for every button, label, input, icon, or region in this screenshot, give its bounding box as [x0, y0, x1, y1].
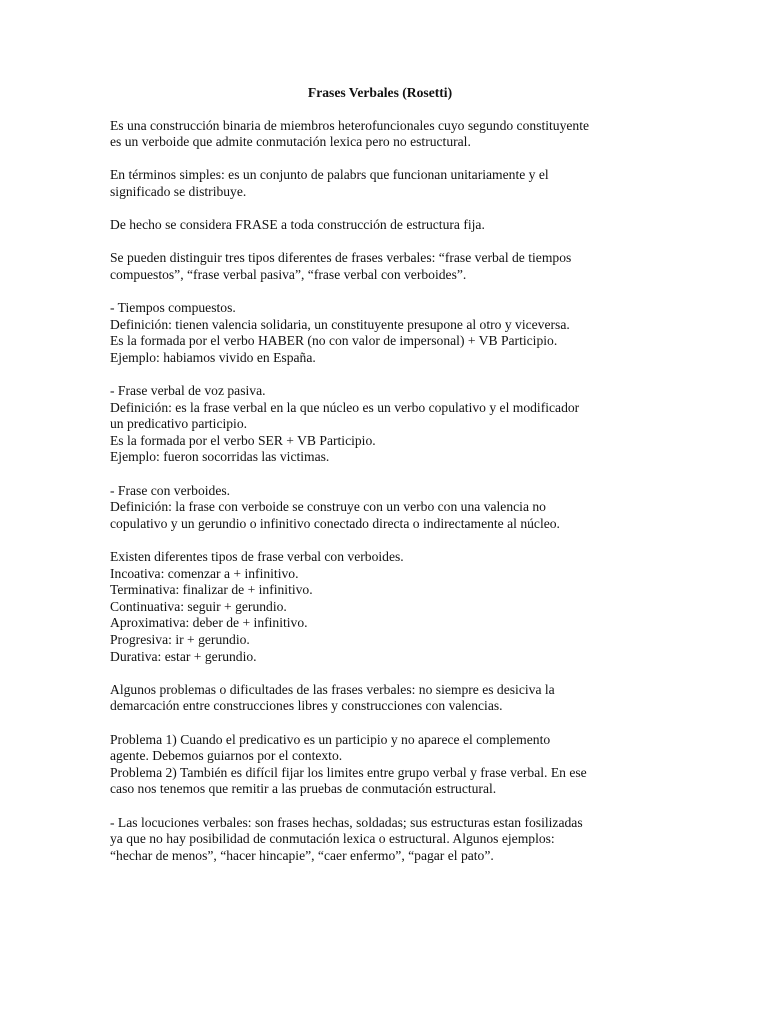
text-line: - Frase con verboides. — [110, 482, 231, 498]
text-line: Se pueden distinguir tres tipos diferentes de frases verbales: “frase verbal de tiempos — [110, 250, 572, 266]
paragraph-problema-list — [110, 732, 650, 798]
text-line: - Tiempos compuestos. — [110, 300, 236, 316]
text-line: De hecho se considera FRASE a toda construcción de estructura fija. — [110, 217, 485, 233]
text-line: - Las locuciones verbales: son frases hechas, soldadas; sus estructuras estan fosilizadas — [110, 814, 583, 830]
paragraph-three-types — [110, 250, 650, 283]
paragraph-locuciones — [110, 815, 650, 865]
text-line: “hechar de menos”, “hacer hincapie”, “caer enfermo”, “pagar el pato”. — [110, 847, 494, 863]
text-line: Aproximativa: deber de + infinitivo. — [110, 615, 308, 631]
text-line: agente. Debemos guiarnos por el contexto. — [110, 748, 343, 764]
text-line: Problema 1) Cuando el predicativo es un participio y no aparece el complemento — [110, 731, 551, 747]
text-line: Durativa: estar + gerundio. — [110, 648, 257, 664]
paragraph-definition — [110, 118, 650, 151]
text-line: Definición: es la frase verbal en la que núcleo es un verbo copulativo y el modificador — [110, 399, 580, 415]
paragraph-tiempos-compuestos — [110, 300, 650, 366]
text-line: Es la formada por el verbo SER + VB Participio. — [110, 432, 376, 448]
document-body — [110, 85, 650, 881]
paragraph-voz-pasiva — [110, 383, 650, 466]
text-line: En términos simples: es un conjunto de palabrs que funcionan unitariamente y el — [110, 167, 549, 183]
text-line: significado se distribuye. — [110, 183, 247, 199]
text-line: Progresiva: ir + gerundio. — [110, 632, 250, 647]
text-line: Es la formada por el verbo HABER (no con valor de impersonal) + VB Participio. — [110, 333, 558, 349]
text-line: Ejemplo: habiamos vivido en España. — [110, 349, 316, 365]
text-line: un predicativo participio. — [110, 416, 248, 432]
paragraph-verboides — [110, 483, 650, 533]
paragraph-frase-fija — [110, 217, 650, 234]
text-line: Definición: la frase con verboide se construye con un verbo con una valencia no — [110, 499, 546, 515]
text-line: Ejemplo: fueron socorridas las victimas. — [110, 449, 330, 465]
text-line: Definición: tienen valencia solidaria, un constituyente presupone al otro y viceversa. — [110, 316, 570, 332]
text-line: Incoativa: comenzar a + infinitivo. — [110, 565, 299, 581]
text-line: - Frase verbal de voz pasiva. — [110, 383, 266, 399]
document-title: Frases Verbales (Rosetti) — [307, 85, 453, 100]
paragraph-problemas — [110, 682, 650, 715]
text-line: Algunos problemas o dificultades de las frases verbales: no siempre es desiciva la — [110, 681, 555, 697]
text-line: Terminativa: finalizar de + infinitivo. — [110, 582, 313, 598]
text-line: Es una construcción binaria de miembros heterofuncionales cuyo segundo constituyente — [110, 117, 590, 133]
text-line: demarcación entre construcciones libres y construcciones con valencias. — [110, 698, 503, 714]
paragraph-simple-terms — [110, 167, 650, 200]
text-line: Problema 2) También es difícil fijar los limites entre grupo verbal y frase verbal. En ese — [110, 764, 587, 780]
text-line: es un verboide que admite conmutación lexica pero no estructural. — [110, 134, 471, 150]
paragraph-tipos-verboides — [110, 549, 650, 665]
text-line: Existen diferentes tipos de frase verbal con verboides. — [110, 549, 404, 565]
text-line: Continuativa: seguir + gerundio. — [110, 598, 287, 614]
text-line: compuestos”, “frase verbal pasiva”, “frase verbal con verboides”. — [110, 266, 467, 282]
text-line: caso nos tenemos que remitir a las pruebas de conmutación estructural. — [110, 781, 497, 797]
text-line: copulativo y un gerundio o infinitivo conectado directa o indirectamente al núcleo. — [110, 515, 560, 531]
text-line: ya que no hay posibilidad de conmutación lexica o estructural. Algunos ejemplos: — [110, 831, 555, 847]
